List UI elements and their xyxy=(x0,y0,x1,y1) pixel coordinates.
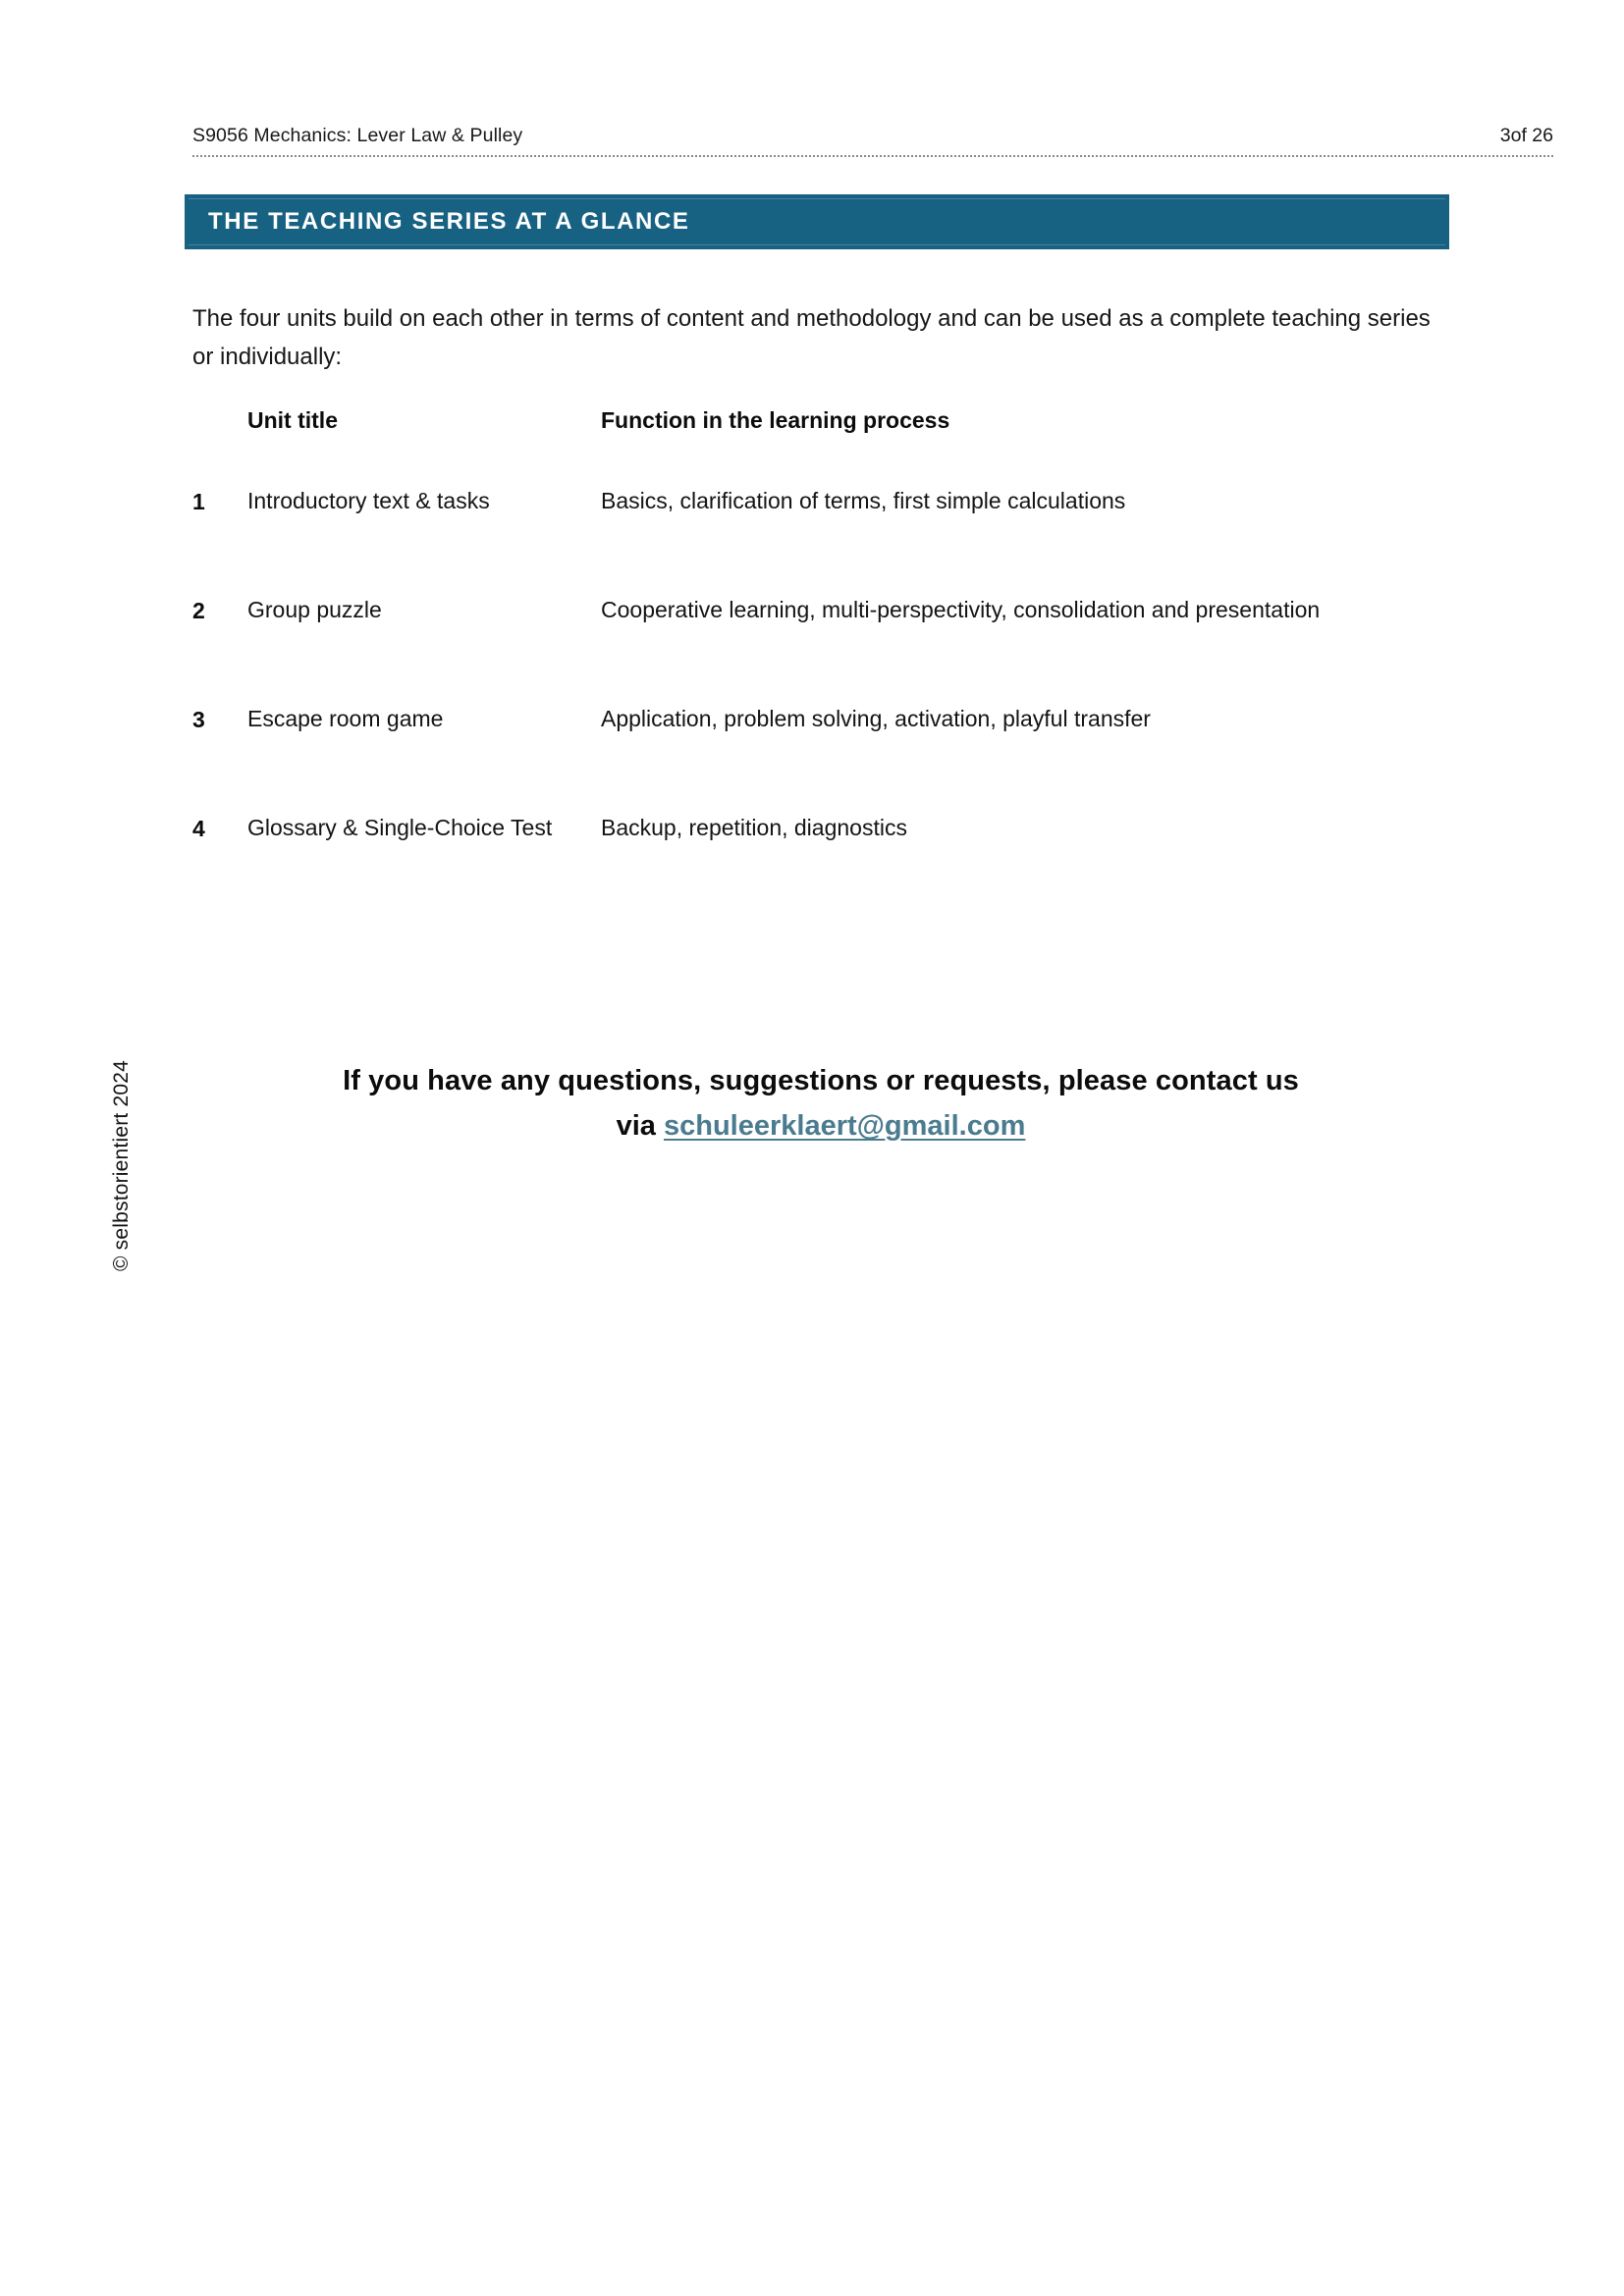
row-unit-title: Group puzzle xyxy=(247,597,382,623)
row-number: 3 xyxy=(192,706,205,732)
column-header-number xyxy=(192,407,247,453)
row-number: 1 xyxy=(192,488,205,514)
table-header-row xyxy=(192,407,1449,453)
row-unit-title: Glossary & Single-Choice Test xyxy=(247,815,553,841)
table-header xyxy=(192,407,1449,453)
contact-block xyxy=(192,1062,1449,1146)
row-unit-title: Escape room game xyxy=(247,706,444,732)
section-banner-title: THE TEACHING SERIES AT A GLANCE xyxy=(208,208,690,235)
column-header-unit-title: Unit title xyxy=(247,407,338,433)
table-row xyxy=(192,769,1449,888)
contact-email-line xyxy=(192,1107,1449,1146)
table-body xyxy=(192,453,1449,888)
table-row xyxy=(192,670,1449,769)
header-page-number: 3of 26 xyxy=(1499,125,1553,146)
header-document-title: S9056 Mechanics: Lever Law & Pulley xyxy=(192,125,523,146)
row-function: Cooperative learning, multi-perspectivity, consolidation and presentation xyxy=(601,597,1321,623)
section-banner xyxy=(185,194,1449,249)
intro-paragraph: The four units build on each other in terms of content and methodology and can be used as a complete teaching series or individually: xyxy=(192,305,1431,370)
table-row xyxy=(192,551,1449,670)
contact-email-link[interactable]: schuleerklaert@gmail.com xyxy=(663,1110,1026,1143)
row-number: 4 xyxy=(192,815,205,841)
teaching-series-table xyxy=(192,407,1449,888)
row-function: Basics, clarification of terms, first simple calculations xyxy=(601,488,1126,514)
table-row xyxy=(192,453,1449,551)
column-header-function: Function in the learning process xyxy=(601,407,950,433)
contact-via-label: via xyxy=(616,1110,664,1143)
document-header xyxy=(192,125,1553,147)
row-function: Backup, repetition, diagnostics xyxy=(601,815,907,841)
copyright-notice xyxy=(0,766,133,1272)
row-function: Application, problem solving, activation, playful transfer xyxy=(601,706,1151,732)
header-divider-rule xyxy=(192,155,1555,157)
row-number: 2 xyxy=(192,597,205,623)
contact-prompt: If you have any questions, suggestions or requests, please contact us xyxy=(343,1065,1299,1096)
row-unit-title: Introductory text & tasks xyxy=(247,488,490,514)
copyright-text: © selbstorientiert 2024 xyxy=(110,1060,133,1272)
